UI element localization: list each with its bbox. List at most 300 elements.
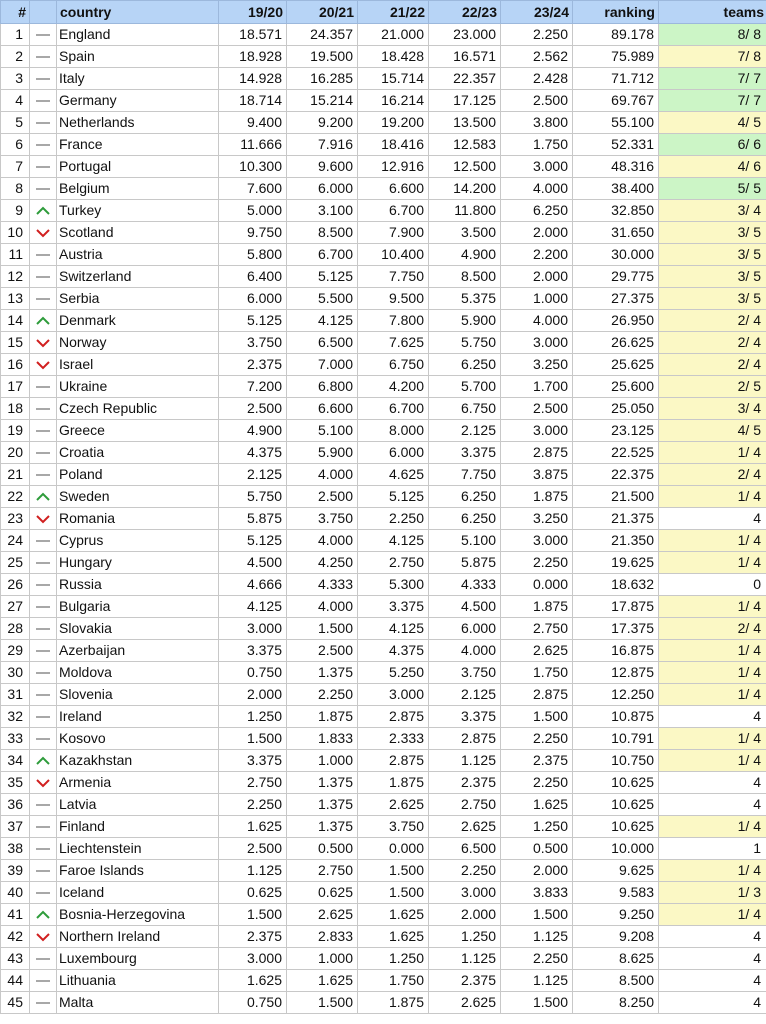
season-23-24-value: 2.250 [501,24,573,46]
rank-number: 3 [1,68,30,90]
teams-remaining: 3/ 5 [659,288,766,310]
header-rank-number[interactable]: # [1,1,30,24]
header-country[interactable]: country [57,1,219,24]
country-name: Serbia [57,288,219,310]
ranking-value: 8.625 [573,948,659,970]
season-20-21-value: 0.500 [287,838,358,860]
season-22-23-value: 2.000 [429,904,501,926]
season-20-21-value: 6.800 [287,376,358,398]
season-23-24-value: 1.125 [501,970,573,992]
trend-cell [30,904,57,926]
ranking-value: 25.625 [573,354,659,376]
teams-remaining: 3/ 5 [659,266,766,288]
season-23-24-value: 1.750 [501,134,573,156]
country-name: Kosovo [57,728,219,750]
country-name: Hungary [57,552,219,574]
season-23-24-value: 0.500 [501,838,573,860]
season-20-21-value: 0.625 [287,882,358,904]
country-name: Cyprus [57,530,219,552]
table-row[interactable] [1,354,766,376]
season-21-22-value: 8.000 [358,420,429,442]
season-19-20-value: 1.250 [219,706,287,728]
season-22-23-value: 2.375 [429,772,501,794]
season-19-20-value: 11.666 [219,134,287,156]
ranking-value: 9.583 [573,882,659,904]
season-23-24-value: 2.428 [501,68,573,90]
country-name: Norway [57,332,219,354]
table-row[interactable] [1,24,766,46]
teams-remaining: 2/ 4 [659,464,766,486]
ranking-value: 29.775 [573,266,659,288]
header-ranking[interactable]: ranking [573,1,659,24]
season-20-21-value: 9.600 [287,156,358,178]
season-19-20-value: 7.200 [219,376,287,398]
table-row[interactable] [1,46,766,68]
country-name: Poland [57,464,219,486]
table-row[interactable] [1,728,766,750]
rank-number: 13 [1,288,30,310]
ranking-value: 55.100 [573,112,659,134]
teams-remaining: 1/ 4 [659,552,766,574]
season-21-22-value: 0.000 [358,838,429,860]
table-row[interactable] [1,134,766,156]
trend-unchanged-icon [35,580,51,590]
ranking-value: 10.750 [573,750,659,772]
teams-remaining: 1/ 4 [659,596,766,618]
season-19-20-value: 5.125 [219,310,287,332]
teams-remaining: 0 [659,574,766,596]
season-19-20-value: 2.500 [219,398,287,420]
season-23-24-value: 2.500 [501,398,573,420]
country-name: Spain [57,46,219,68]
season-21-22-value: 5.300 [358,574,429,596]
trend-cell [30,618,57,640]
season-21-22-value: 2.875 [358,750,429,772]
rank-number: 42 [1,926,30,948]
season-21-22-value: 3.750 [358,816,429,838]
rank-number: 35 [1,772,30,794]
trend-cell [30,750,57,772]
teams-remaining: 4 [659,926,766,948]
season-21-22-value: 4.625 [358,464,429,486]
season-21-22-value: 7.750 [358,266,429,288]
trend-unchanged-icon [35,822,51,832]
rank-number: 7 [1,156,30,178]
table-row[interactable] [1,860,766,882]
ranking-value: 19.625 [573,552,659,574]
season-22-23-value: 5.375 [429,288,501,310]
rank-number: 26 [1,574,30,596]
trend-cell [30,574,57,596]
season-23-24-value: 0.000 [501,574,573,596]
season-21-22-value: 21.000 [358,24,429,46]
ranking-value: 12.250 [573,684,659,706]
season-21-22-value: 6.000 [358,442,429,464]
season-20-21-value: 6.600 [287,398,358,420]
ranking-value: 9.208 [573,926,659,948]
season-20-21-value: 1.375 [287,662,358,684]
season-20-21-value: 3.100 [287,200,358,222]
season-21-22-value: 1.750 [358,970,429,992]
teams-remaining: 4 [659,508,766,530]
country-name: Romania [57,508,219,530]
trend-cell [30,24,57,46]
season-19-20-value: 4.500 [219,552,287,574]
teams-remaining: 1/ 4 [659,662,766,684]
trend-cell [30,442,57,464]
trend-cell [30,46,57,68]
table-row[interactable] [1,640,766,662]
teams-remaining: 4/ 5 [659,112,766,134]
season-23-24-value: 6.250 [501,200,573,222]
ranking-value: 10.625 [573,794,659,816]
season-23-24-value: 4.000 [501,310,573,332]
season-20-21-value: 19.500 [287,46,358,68]
ranking-value: 17.875 [573,596,659,618]
table-row[interactable] [1,794,766,816]
rank-number: 32 [1,706,30,728]
teams-remaining: 2/ 5 [659,376,766,398]
season-19-20-value: 3.750 [219,332,287,354]
season-23-24-value: 2.000 [501,222,573,244]
table-row[interactable] [1,486,766,508]
trend-unchanged-icon [35,624,51,634]
country-name: Kazakhstan [57,750,219,772]
rank-number: 4 [1,90,30,112]
trend-cell [30,508,57,530]
trend-cell [30,640,57,662]
trend-cell [30,332,57,354]
season-23-24-value: 2.875 [501,684,573,706]
teams-remaining: 3/ 4 [659,398,766,420]
season-22-23-value: 6.500 [429,838,501,860]
season-22-23-value: 1.250 [429,926,501,948]
trend-cell [30,288,57,310]
season-20-21-value: 2.750 [287,860,358,882]
season-20-21-value: 1.000 [287,948,358,970]
rank-number: 11 [1,244,30,266]
season-21-22-value: 9.500 [358,288,429,310]
country-name: Lithuania [57,970,219,992]
season-21-22-value: 4.375 [358,640,429,662]
table-row[interactable] [1,156,766,178]
table-row[interactable] [1,970,766,992]
season-23-24-value: 2.250 [501,772,573,794]
teams-remaining: 4 [659,948,766,970]
rank-number: 1 [1,24,30,46]
country-name: Faroe Islands [57,860,219,882]
teams-remaining: 2/ 4 [659,310,766,332]
trend-cell [30,200,57,222]
season-19-20-value: 4.375 [219,442,287,464]
country-name: Sweden [57,486,219,508]
trend-cell [30,772,57,794]
trend-cell [30,992,57,1014]
table-row[interactable] [1,992,766,1014]
season-20-21-value: 1.875 [287,706,358,728]
table-row[interactable] [1,882,766,904]
rank-number: 16 [1,354,30,376]
season-22-23-value: 2.625 [429,992,501,1014]
table-row[interactable] [1,200,766,222]
trend-cell [30,728,57,750]
ranking-value: 10.625 [573,816,659,838]
rank-number: 18 [1,398,30,420]
season-19-20-value: 6.000 [219,288,287,310]
country-name: Israel [57,354,219,376]
trend-cell [30,860,57,882]
rank-number: 19 [1,420,30,442]
season-21-22-value: 3.375 [358,596,429,618]
season-20-21-value: 2.833 [287,926,358,948]
table-row[interactable] [1,266,766,288]
country-name: Portugal [57,156,219,178]
rank-number: 24 [1,530,30,552]
rank-number: 33 [1,728,30,750]
ranking-value: 21.375 [573,508,659,530]
season-22-23-value: 6.750 [429,398,501,420]
table-row[interactable] [1,662,766,684]
table-row[interactable] [1,442,766,464]
season-19-20-value: 4.125 [219,596,287,618]
table-header-row [1,1,766,24]
season-19-20-value: 5.875 [219,508,287,530]
season-20-21-value: 2.250 [287,684,358,706]
table-row[interactable] [1,618,766,640]
table-row[interactable] [1,508,766,530]
country-name: France [57,134,219,156]
trend-cell [30,706,57,728]
ranking-value: 27.375 [573,288,659,310]
rank-number: 40 [1,882,30,904]
table-row[interactable] [1,772,766,794]
teams-remaining: 8/ 8 [659,24,766,46]
season-23-24-value: 1.875 [501,486,573,508]
trend-cell [30,112,57,134]
season-20-21-value: 16.285 [287,68,358,90]
season-22-23-value: 5.700 [429,376,501,398]
trend-unchanged-icon [35,976,51,986]
table-row[interactable] [1,816,766,838]
season-21-22-value: 6.750 [358,354,429,376]
season-23-24-value: 3.875 [501,464,573,486]
trend-cell [30,794,57,816]
trend-cell [30,662,57,684]
country-name: Malta [57,992,219,1014]
table-row[interactable] [1,904,766,926]
teams-remaining: 3/ 5 [659,244,766,266]
table-row[interactable] [1,706,766,728]
country-name: Bulgaria [57,596,219,618]
season-22-23-value: 3.375 [429,442,501,464]
season-19-20-value: 1.500 [219,904,287,926]
table-row[interactable] [1,684,766,706]
season-19-20-value: 5.125 [219,530,287,552]
country-name: Austria [57,244,219,266]
rank-number: 45 [1,992,30,1014]
table-row[interactable] [1,288,766,310]
season-22-23-value: 5.100 [429,530,501,552]
ranking-value: 71.712 [573,68,659,90]
header-teams[interactable]: teams [659,1,766,24]
season-19-20-value: 0.750 [219,662,287,684]
ranking-value: 10.625 [573,772,659,794]
season-23-24-value: 2.375 [501,750,573,772]
teams-remaining: 1/ 4 [659,640,766,662]
season-20-21-value: 1.375 [287,794,358,816]
season-22-23-value: 12.583 [429,134,501,156]
country-name: Ukraine [57,376,219,398]
trend-up-icon [35,316,51,326]
trend-unchanged-icon [35,250,51,260]
season-22-23-value: 5.900 [429,310,501,332]
trend-cell [30,222,57,244]
header-season-19-20[interactable]: 19/20 [219,1,287,24]
table-row[interactable] [1,178,766,200]
header-season-21-22[interactable]: 21/22 [358,1,429,24]
country-name: Germany [57,90,219,112]
teams-remaining: 7/ 7 [659,90,766,112]
season-23-24-value: 1.875 [501,596,573,618]
season-20-21-value: 5.125 [287,266,358,288]
rank-number: 29 [1,640,30,662]
teams-remaining: 2/ 4 [659,354,766,376]
table-row[interactable] [1,574,766,596]
table-row[interactable] [1,222,766,244]
season-22-23-value: 17.125 [429,90,501,112]
table-row[interactable] [1,552,766,574]
trend-down-icon [35,228,51,238]
country-name: England [57,24,219,46]
table-row[interactable] [1,838,766,860]
season-20-21-value: 1.833 [287,728,358,750]
season-20-21-value: 5.500 [287,288,358,310]
rank-number: 20 [1,442,30,464]
ranking-value: 10.875 [573,706,659,728]
table-row[interactable] [1,332,766,354]
season-21-22-value: 1.500 [358,882,429,904]
trend-unchanged-icon [35,558,51,568]
ranking-value: 38.400 [573,178,659,200]
teams-remaining: 7/ 7 [659,68,766,90]
season-20-21-value: 2.500 [287,486,358,508]
trend-cell [30,882,57,904]
season-20-21-value: 1.500 [287,618,358,640]
table-row[interactable] [1,68,766,90]
country-name: Luxembourg [57,948,219,970]
season-23-24-value: 1.125 [501,926,573,948]
table-row[interactable] [1,112,766,134]
season-23-24-value: 2.000 [501,266,573,288]
trend-cell [30,596,57,618]
teams-remaining: 3/ 4 [659,200,766,222]
season-19-20-value: 9.750 [219,222,287,244]
header-season-20-21[interactable]: 20/21 [287,1,358,24]
teams-remaining: 4/ 5 [659,420,766,442]
rank-number: 25 [1,552,30,574]
season-21-22-value: 1.500 [358,860,429,882]
trend-cell [30,178,57,200]
country-name: Turkey [57,200,219,222]
teams-remaining: 1/ 4 [659,486,766,508]
season-21-22-value: 2.625 [358,794,429,816]
season-21-22-value: 6.600 [358,178,429,200]
table-row[interactable] [1,596,766,618]
season-21-22-value: 7.900 [358,222,429,244]
season-19-20-value: 1.625 [219,970,287,992]
rank-number: 6 [1,134,30,156]
season-22-23-value: 22.357 [429,68,501,90]
teams-remaining: 4 [659,772,766,794]
season-20-21-value: 1.000 [287,750,358,772]
season-21-22-value: 12.916 [358,156,429,178]
teams-remaining: 1/ 4 [659,442,766,464]
table-row[interactable] [1,244,766,266]
table-row[interactable] [1,376,766,398]
rank-number: 8 [1,178,30,200]
season-23-24-value: 4.000 [501,178,573,200]
season-23-24-value: 2.875 [501,442,573,464]
season-23-24-value: 3.833 [501,882,573,904]
ranking-value: 10.000 [573,838,659,860]
teams-remaining: 4 [659,992,766,1014]
table-row[interactable] [1,464,766,486]
trend-unchanged-icon [35,184,51,194]
ranking-value: 8.250 [573,992,659,1014]
country-name: Denmark [57,310,219,332]
trend-unchanged-icon [35,734,51,744]
header-season-22-23[interactable]: 22/23 [429,1,501,24]
trend-up-icon [35,756,51,766]
season-22-23-value: 2.375 [429,970,501,992]
trend-unchanged-icon [35,294,51,304]
table-row[interactable] [1,948,766,970]
trend-unchanged-icon [35,118,51,128]
table-row[interactable] [1,310,766,332]
table-row[interactable] [1,926,766,948]
table-row[interactable] [1,420,766,442]
season-23-24-value: 2.250 [501,552,573,574]
season-19-20-value: 18.928 [219,46,287,68]
table-row[interactable] [1,398,766,420]
table-row[interactable] [1,750,766,772]
ranking-value: 16.875 [573,640,659,662]
header-season-23-24[interactable]: 23/24 [501,1,573,24]
season-21-22-value: 4.125 [358,618,429,640]
season-22-23-value: 3.375 [429,706,501,728]
table-row[interactable] [1,530,766,552]
season-21-22-value: 2.250 [358,508,429,530]
trend-cell [30,68,57,90]
ranking-value: 89.178 [573,24,659,46]
trend-cell [30,266,57,288]
season-23-24-value: 2.250 [501,948,573,970]
season-21-22-value: 4.200 [358,376,429,398]
trend-cell [30,376,57,398]
rank-number: 31 [1,684,30,706]
trend-cell [30,948,57,970]
season-19-20-value: 2.750 [219,772,287,794]
table-row[interactable] [1,90,766,112]
teams-remaining: 1/ 4 [659,750,766,772]
trend-unchanged-icon [35,140,51,150]
ranking-value: 21.500 [573,486,659,508]
teams-remaining: 1/ 4 [659,728,766,750]
trend-unchanged-icon [35,426,51,436]
season-19-20-value: 10.300 [219,156,287,178]
teams-remaining: 5/ 5 [659,178,766,200]
ranking-value: 69.767 [573,90,659,112]
